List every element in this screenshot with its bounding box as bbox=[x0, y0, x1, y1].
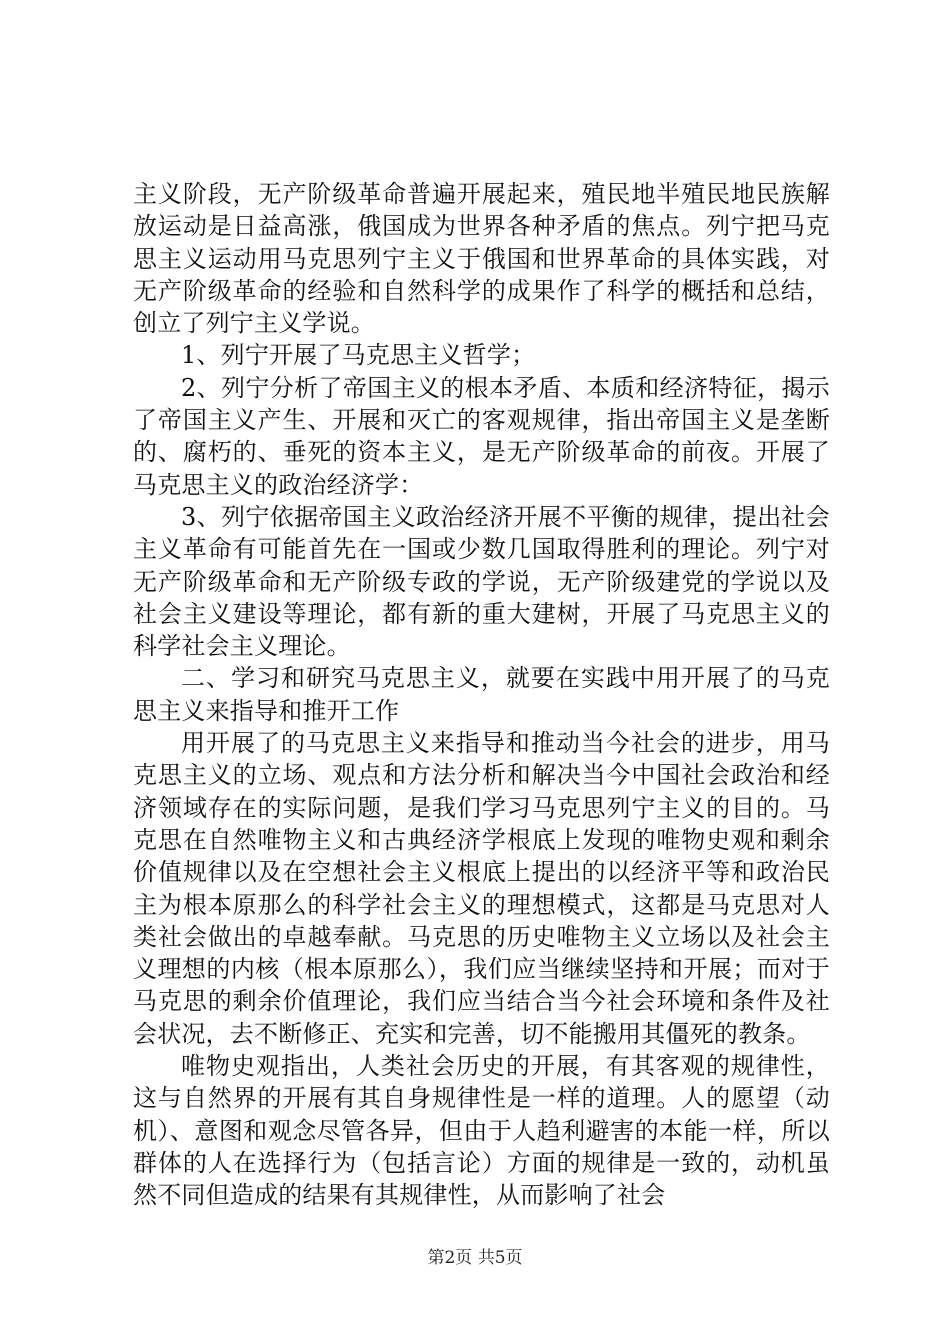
paragraph-1: 主义阶段，无产阶级革命普遍开展起来，殖民地半殖民地民族解放运动是日益高涨，俄国成为世界各种矛盾的焦点。列宁把马克思主义运动用马克思列宁主义于俄国和世界革命的具体实践，对无产阶级革命的经验和自然科学的成果作了科学的概括和总结，创立了列宁主义学说。 bbox=[133, 180, 830, 338]
paragraph-4: 3、列宁依据帝国主义政治经济开展不平衡的规律，提出社会主义革命有可能首先在一国或少数几国取得胜利的理论。列宁对无产阶级革命和无产阶级专政的学说，无产阶级建党的学说以及社会主义建设等理论，都有新的重大建树，开展了马克思主义的科学社会主义理论。 bbox=[133, 502, 830, 661]
paragraph-7: 唯物史观指出，人类社会历史的开展，有其客观的规律性，这与自然界的开展有其自身规律性是一样的道理。人的愿望（动机）、意图和观念尽管各异，但由于人趋利避害的本能一样，所以群体的人在选择行为（包括言论）方面的规律是一致的，动机虽然不同但造成的结果有其规律性，从而影响了社会 bbox=[133, 1052, 830, 1210]
page-footer: 第2页 共5页 bbox=[427, 1248, 523, 1268]
paragraph-6: 用开展了的马克思主义来指导和推动当今社会的进步，用马克思主义的立场、观点和方法分析和解决当今中国社会政治和经济领域存在的实际问题，是我们学习马克思列宁主义的目的。马克思在自然唯物主义和古典经济学根底上发现的唯物史观和剩余价值规律以及在空想社会主义根底上提出的以经济平等和政治民主为根本原那么的科学社会主义的理想模式，这都是马克思对人类社会做出的卓越奉献。马克思的历史唯物主义立场以及社会主义理想的内核（根本原那么），我们应当继续坚持和开展；而对于马克思的剩余价值理论，我们应当结合当今社会环境和条件及社会状况，去不断修正、充实和完善，切不能搬用其僵死的教条。 bbox=[133, 729, 830, 1048]
paragraph-5: 二、学习和研究马克思主义，就要在实践中用开展了的马克思主义来指导和推开工作 bbox=[133, 664, 830, 725]
paragraph-3: 2、列宁分析了帝国主义的根本矛盾、本质和经济特征，揭示了帝国主义产生、开展和灭亡的客观规律，指出帝国主义是垄断的、腐朽的、垂死的资本主义，是无产阶级革命的前夜。开展了马克思主义的政治经济学： bbox=[133, 373, 830, 499]
body-text bbox=[133, 178, 830, 1212]
paragraph-2: 1、列宁开展了马克思主义哲学； bbox=[181, 341, 536, 370]
